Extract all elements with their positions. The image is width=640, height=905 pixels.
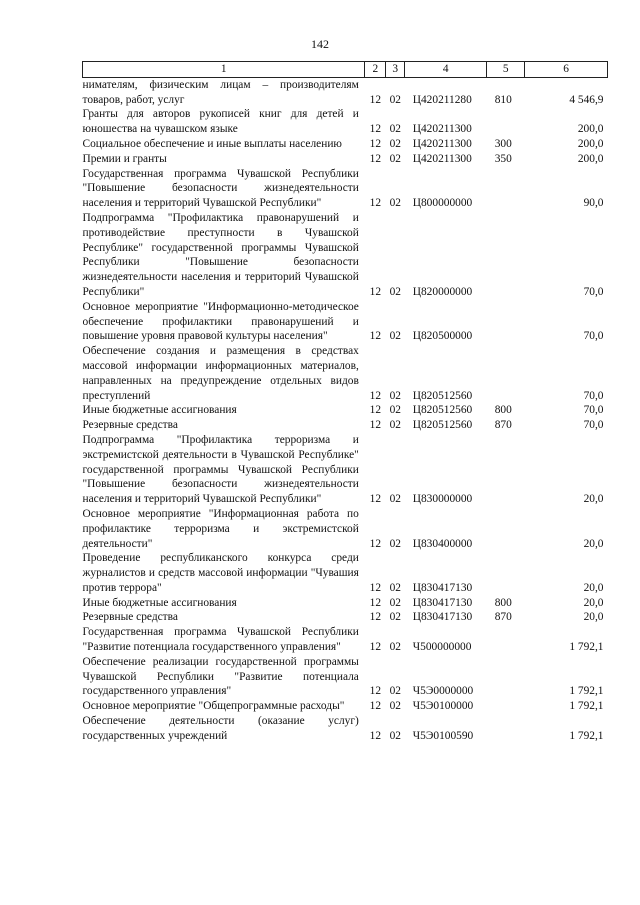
row-target-code: Ц830000000 — [412, 493, 473, 506]
row-section: 12 — [369, 93, 382, 106]
row-name: Основное мероприятие "Информационно-методическое обеспечение профилактики правонарушений и повышение уровня правовой культуры населения" — [82, 300, 359, 343]
row-section: 12 — [369, 285, 382, 298]
table-row — [83, 433, 608, 507]
row-subsection: 02 — [389, 137, 401, 150]
row-subsection: 02 — [389, 729, 401, 742]
row-section: 12 — [369, 123, 382, 136]
row-name: Обеспечение деятельности (оказание услуг) государственных учреждений — [82, 715, 359, 742]
row-amount: 1 792,1 — [569, 700, 604, 713]
row-subsection: 02 — [389, 493, 401, 506]
budget-table — [82, 61, 608, 744]
header-col-expense-type: 5 — [487, 62, 525, 78]
table-body — [83, 77, 608, 743]
row-section: 12 — [369, 596, 382, 609]
row-section: 12 — [369, 330, 382, 343]
row-target-code: Ц830400000 — [412, 537, 473, 550]
row-subsection: 02 — [389, 700, 401, 713]
row-amount: 20,0 — [583, 596, 604, 609]
row-subsection: 02 — [389, 611, 401, 624]
row-subsection: 02 — [389, 389, 401, 402]
row-subsection: 02 — [389, 197, 401, 210]
row-amount: 1 792,1 — [569, 729, 604, 742]
row-section: 12 — [369, 581, 382, 594]
row-amount: 20,0 — [583, 611, 604, 624]
row-name: Обеспечение создания и размещения в средствах массовой информации информационных материалов, направленных на предупреждение отдельных видов преступлений — [82, 345, 359, 402]
row-section: 12 — [369, 700, 382, 713]
row-target-code: Ц420211300 — [412, 123, 472, 136]
row-target-code: Ц420211300 — [412, 137, 472, 150]
row-name: Иные бюджетные ассигнования — [82, 404, 237, 417]
header-row — [83, 62, 608, 78]
row-section: 12 — [369, 493, 382, 506]
row-target-code: Ц830417130 — [412, 581, 473, 594]
table-row — [83, 596, 608, 611]
row-expense-type — [487, 551, 525, 595]
row-expense-type: 300 — [494, 137, 512, 150]
row-expense-type — [487, 714, 525, 744]
row-section: 12 — [369, 389, 382, 402]
row-section: 12 — [369, 537, 382, 550]
table-row — [83, 107, 608, 137]
row-amount: 90,0 — [583, 197, 604, 210]
row-name: Подпрограмма "Профилактика терроризма и экстремистской деятельности в Чувашской Республике" государственной программы Чувашской Республики "Повышение безопасности жизнедеятельности населения и территорий Чувашской Республики" — [82, 433, 359, 506]
table-row — [83, 152, 608, 167]
row-subsection: 02 — [389, 581, 401, 594]
row-target-code: Ц820512560 — [412, 419, 473, 432]
table-row — [83, 655, 608, 699]
row-name: Социальное обеспечение и иные выплаты населению — [82, 137, 342, 150]
row-amount: 200,0 — [577, 152, 604, 165]
row-name: Государственная программа Чувашской Республики "Повышение безопасности жизнедеятельности населения и территорий Чувашской Республики" — [82, 167, 359, 210]
row-target-code: Ц820512560 — [412, 389, 473, 402]
table-row — [83, 403, 608, 418]
row-section: 12 — [369, 611, 382, 624]
table-row — [83, 167, 608, 211]
header-col-name: 1 — [83, 62, 365, 78]
row-expense-type — [487, 625, 525, 655]
table-row — [83, 699, 608, 714]
row-name: нимателям, физическим лицам – производителям товаров, работ, услуг — [82, 78, 359, 106]
table-row — [83, 77, 608, 107]
row-target-code: Ч5Э0100590 — [412, 729, 474, 742]
row-expense-type: 800 — [494, 404, 512, 417]
table-row — [83, 211, 608, 300]
row-target-code: Ц830417130 — [412, 596, 473, 609]
row-target-code: Ц420211300 — [412, 152, 472, 165]
row-section: 12 — [369, 152, 382, 165]
row-amount: 70,0 — [583, 389, 604, 402]
row-expense-type — [487, 655, 525, 699]
row-name: Резервные средства — [82, 419, 178, 432]
row-name: Иные бюджетные ассигнования — [82, 596, 237, 609]
row-section: 12 — [369, 197, 382, 210]
row-name: Гранты для авторов рукописей книг для детей и юношества на чувашском языке — [82, 108, 359, 136]
table-row — [83, 418, 608, 433]
row-target-code: Ч5Э0100000 — [412, 700, 474, 713]
row-target-code: Ц830417130 — [412, 611, 473, 624]
row-section: 12 — [369, 641, 382, 654]
row-expense-type: 870 — [494, 611, 512, 624]
table-row — [83, 610, 608, 625]
row-expense-type — [487, 433, 525, 507]
table-row — [83, 137, 608, 152]
row-expense-type — [487, 507, 525, 551]
row-name: Подпрограмма "Профилактика правонарушений и противодействие преступности в Чувашской Республике" государственной программы Чувашской Республики "Повышение безопасности жизнедеятельности населения и территорий Чувашской Республики" — [82, 211, 359, 298]
row-amount: 20,0 — [583, 581, 604, 594]
row-amount: 70,0 — [583, 285, 604, 298]
row-subsection: 02 — [389, 404, 401, 417]
row-subsection: 02 — [389, 537, 401, 550]
table-row — [83, 714, 608, 744]
table-row — [83, 625, 608, 655]
row-section: 12 — [369, 137, 382, 150]
row-expense-type: 810 — [494, 93, 512, 106]
header-col-target: 4 — [405, 62, 487, 78]
row-subsection: 02 — [389, 123, 401, 136]
row-expense-type — [487, 300, 525, 344]
row-amount: 200,0 — [577, 137, 604, 150]
row-expense-type — [487, 211, 525, 300]
row-amount: 20,0 — [583, 537, 604, 550]
row-name: Обеспечение реализации государственной программы Чувашской Республики "Развитие потенциала государственного управления" — [82, 655, 359, 698]
row-amount: 1 792,1 — [569, 685, 604, 698]
row-section: 12 — [369, 404, 382, 417]
row-amount: 70,0 — [583, 330, 604, 343]
row-subsection: 02 — [389, 685, 401, 698]
row-subsection: 02 — [389, 330, 401, 343]
row-section: 12 — [369, 685, 382, 698]
row-amount: 4 546,9 — [569, 93, 604, 106]
row-name: Основное мероприятие "Информационная работа по профилактике терроризма и экстремистской деятельности" — [82, 507, 359, 550]
table-row — [83, 300, 608, 344]
row-target-code: Ц820500000 — [412, 330, 473, 343]
header-col-amount: 6 — [525, 62, 608, 78]
row-target-code: Ц820000000 — [412, 285, 473, 298]
row-amount: 20,0 — [583, 493, 604, 506]
row-subsection: 02 — [389, 93, 401, 106]
header-col-section: 2 — [365, 62, 386, 78]
table-row — [83, 507, 608, 551]
row-expense-type — [487, 699, 525, 714]
row-expense-type — [487, 344, 525, 403]
row-target-code: Ц420211280 — [412, 93, 472, 106]
row-target-code: Ц800000000 — [412, 197, 473, 210]
page-number: 142 — [311, 37, 329, 51]
row-amount: 70,0 — [583, 419, 604, 432]
row-name: Премии и гранты — [82, 152, 167, 165]
row-expense-type — [487, 167, 525, 211]
table-row — [83, 551, 608, 595]
row-subsection: 02 — [389, 596, 401, 609]
row-target-code: Ч5Э0000000 — [412, 685, 474, 698]
row-expense-type: 350 — [494, 152, 512, 165]
row-section: 12 — [369, 729, 382, 742]
row-target-code: Ц820512560 — [412, 404, 473, 417]
table-row — [83, 344, 608, 403]
row-amount: 200,0 — [577, 123, 604, 136]
row-amount: 70,0 — [583, 404, 604, 417]
row-subsection: 02 — [389, 285, 401, 298]
row-subsection: 02 — [389, 419, 401, 432]
row-expense-type: 800 — [494, 596, 512, 609]
row-name: Резервные средства — [82, 611, 178, 624]
row-name: Основное мероприятие "Общепрограммные расходы" — [82, 700, 345, 713]
row-expense-type: 870 — [494, 419, 512, 432]
row-section: 12 — [369, 419, 382, 432]
row-name: Проведение республиканского конкурса среди журналистов и средств массовой информации "Чувашия против террора" — [82, 552, 359, 594]
row-amount: 1 792,1 — [569, 641, 604, 654]
row-subsection: 02 — [389, 152, 401, 165]
row-subsection: 02 — [389, 641, 401, 654]
row-target-code: Ч500000000 — [412, 641, 472, 654]
header-col-subsection: 3 — [386, 62, 405, 78]
row-name: Государственная программа Чувашской Республики "Развитие потенциала государственного управления" — [82, 626, 359, 654]
row-expense-type — [487, 107, 525, 137]
